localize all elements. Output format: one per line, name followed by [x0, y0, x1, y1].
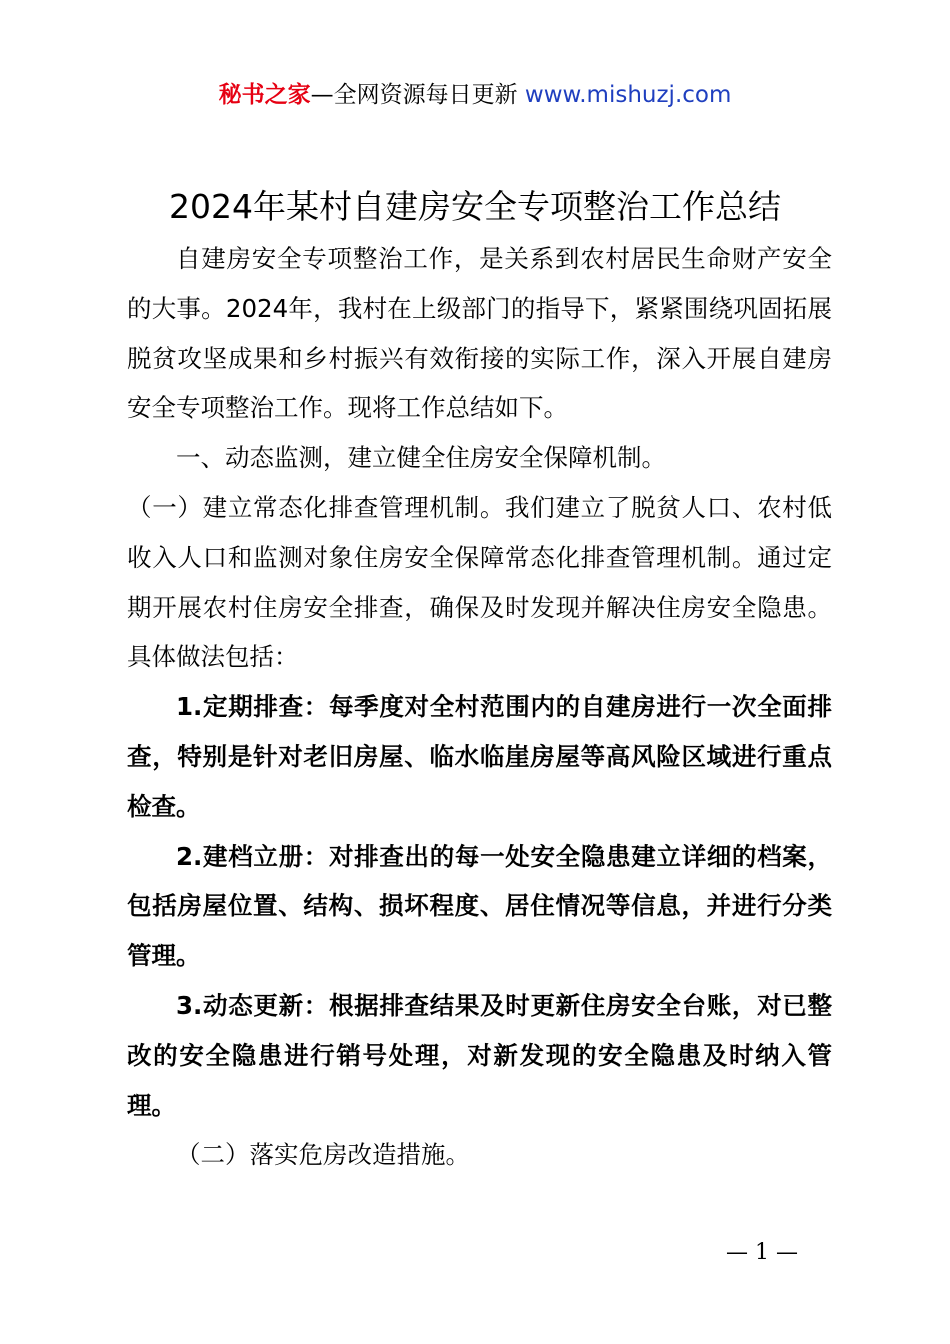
site-brand: 秘书之家 [218, 82, 311, 108]
subsection-heading: （二）落实危房改造措施。 [176, 1140, 470, 1170]
intro-paragraph: 自建房安全专项整治工作，是关系到农村居民生命财产安全的大事。2024年，我村在上级部门的指导下，紧紧围绕巩固拓展脱贫攻坚成果和乡村振兴有效衔接的实际工作，深入开展自建房安全专项整治工作。现将工作总结如下。 [127, 244, 832, 423]
list-item: 2.建档立册：对排查出的每一处安全隐患建立详细的档案，包括房屋位置、结构、损坏程度、居住情况等信息，并进行分类管理。 [127, 841, 832, 971]
list-item: 3.动态更新：根据排查结果及时更新住房安全台账，对已整改的安全隐患进行销号处理，对新发现的安全隐患及时纳入管理。 [127, 990, 832, 1120]
document-title: 2024年某村自建房安全专项整治工作总结 [169, 187, 781, 226]
page-number: — 1 — [726, 1240, 798, 1265]
site-header [0, 78, 950, 112]
site-tagline: —全网资源每日更新 [310, 82, 525, 108]
list-item: 1.定期排查：每季度对全村范围内的自建房进行一次全面排查，特别是针对老旧房屋、临水临崖房屋等高风险区域进行重点检查。 [127, 692, 832, 821]
site-url[interactable]: www.mishuzj.com [524, 82, 732, 108]
section-heading: 一、动态监测，建立健全住房安全保障机制。 [176, 443, 666, 473]
document-body [127, 234, 832, 1180]
subsection-paragraph: （一）建立常态化排查管理机制。我们建立了脱贫人口、农村低收入人口和监测对象住房安全保障常态化排查管理机制。通过定期开展农村住房安全排查，确保及时发现并解决住房安全隐患。具体做法包括： [127, 492, 832, 672]
